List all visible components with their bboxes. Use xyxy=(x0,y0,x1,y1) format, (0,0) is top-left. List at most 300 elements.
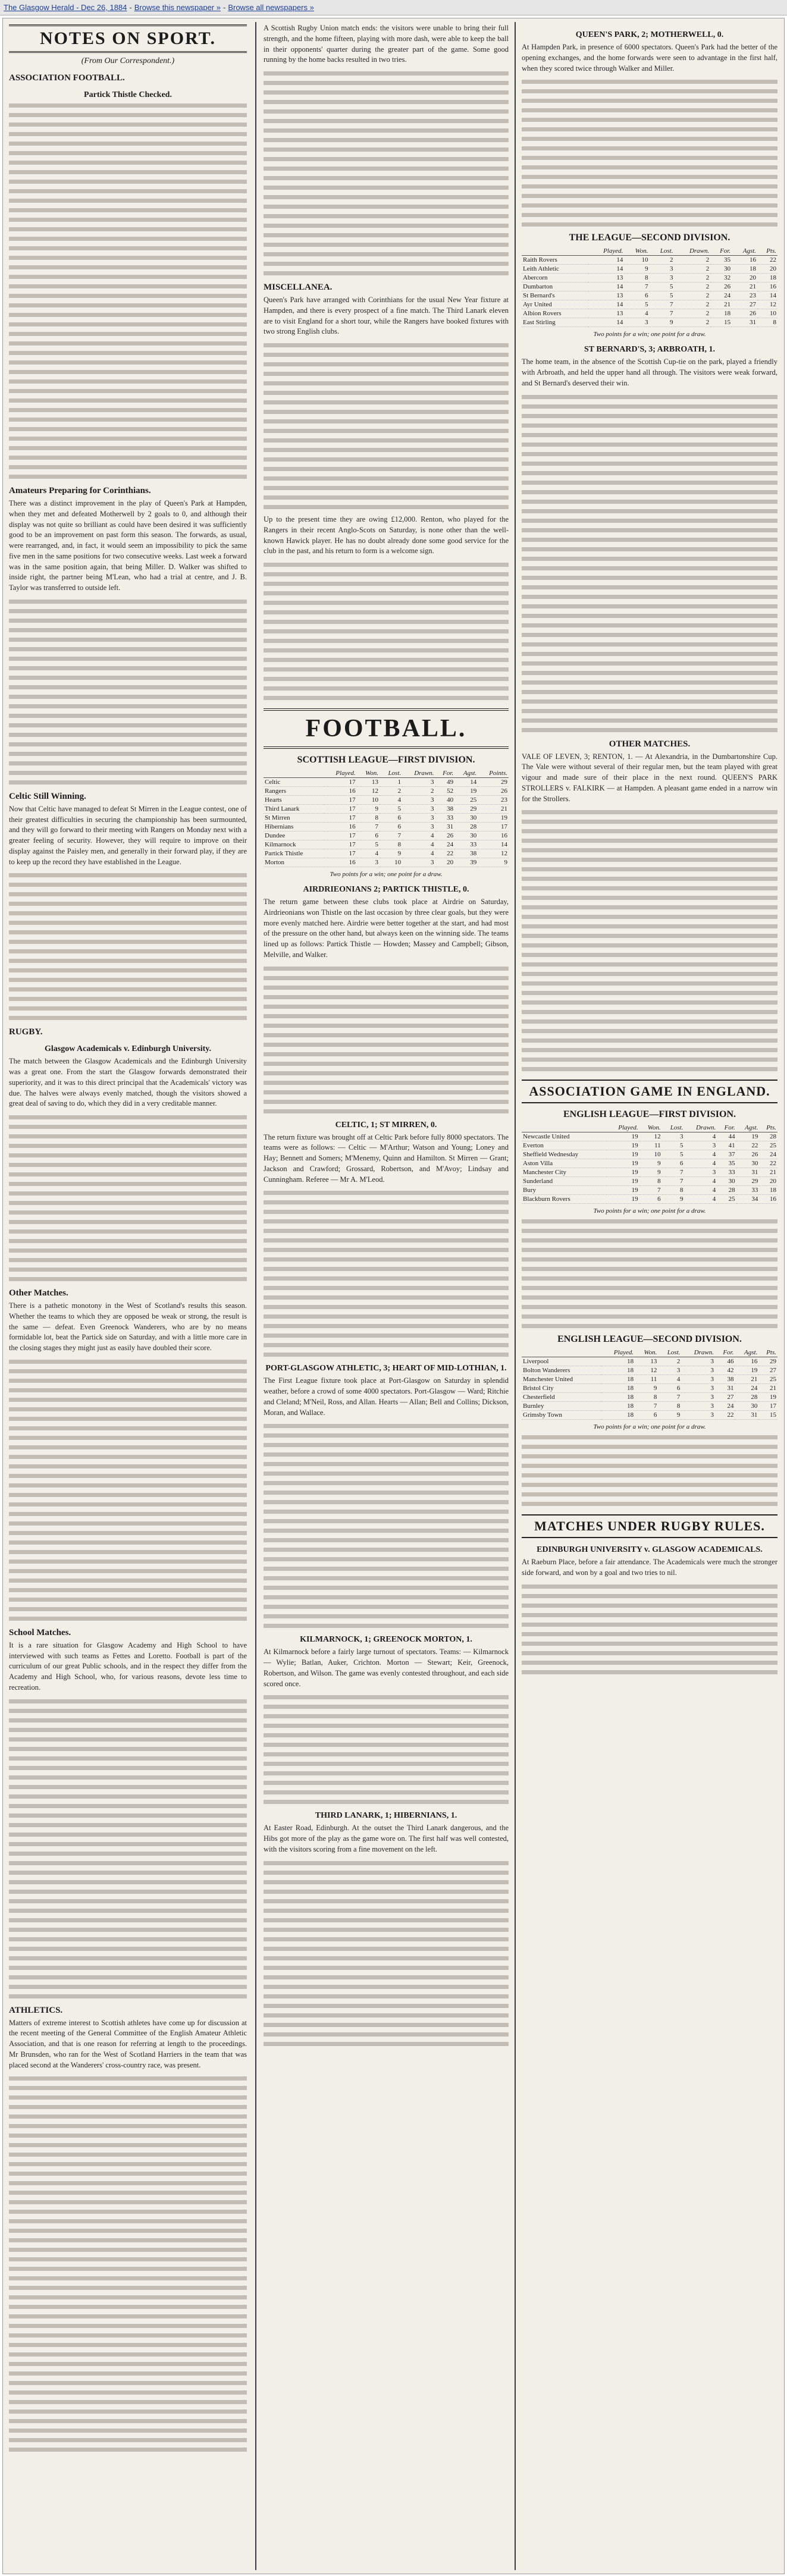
football-banner: FOOTBALL. xyxy=(264,708,509,749)
table-header-cell: Drawn. xyxy=(684,1124,717,1132)
table-cell: 18 xyxy=(759,1186,777,1195)
table-cell: 9 xyxy=(635,1384,658,1393)
table-cell: Dundee xyxy=(264,832,324,840)
table-row xyxy=(522,309,777,318)
league-table-title: ENGLISH LEAGUE—SECOND DIVISION. xyxy=(557,1334,742,1345)
table-cell: 9 xyxy=(650,318,675,327)
illegible-text-block xyxy=(264,1424,509,1628)
table-header-cell: Played. xyxy=(324,769,356,778)
table-cell: Rangers xyxy=(264,787,324,796)
table-cell: 8 xyxy=(662,1186,685,1195)
table-cell: 28 xyxy=(454,823,478,832)
table-cell: 2 xyxy=(674,256,710,265)
table-cell: 27 xyxy=(732,300,757,309)
table-row xyxy=(522,1177,777,1186)
table-cell: 26 xyxy=(710,283,732,291)
table-cell: 29 xyxy=(454,805,478,814)
article-title: Amateurs Preparing for Corinthians. xyxy=(9,486,151,495)
table-cell: 16 xyxy=(757,283,777,291)
table-cell: 16 xyxy=(324,858,356,867)
table-cell: 9 xyxy=(624,265,649,274)
table-cell: 2 xyxy=(674,300,710,309)
table-row xyxy=(264,787,509,796)
table-cell: 39 xyxy=(454,858,478,867)
article-title: School Matches. xyxy=(9,1627,71,1637)
table-cell: 4 xyxy=(684,1177,717,1186)
table-cell: 41 xyxy=(717,1141,736,1150)
table-cell: 38 xyxy=(435,805,455,814)
illegible-text-block xyxy=(264,71,509,275)
table-header-cell: Drawn. xyxy=(681,1348,715,1357)
article-subtitle: Glasgow Academicals v. Edinburgh University. xyxy=(44,1044,212,1054)
table-cell: 4 xyxy=(684,1150,717,1159)
table-cell: 21 xyxy=(710,300,732,309)
table-cell: 14 xyxy=(588,265,625,274)
table-cell: 22 xyxy=(757,256,777,265)
article-body: It is a rare situation for Glasgow Academy and High School to have interviewed with such teams as Fettes and Loretto. Football is part of the curriculum of our great Public schools, and in the respect they differ from the Academy and High School, who, for various reasons, devote less time to recreation. xyxy=(9,1640,247,1692)
table-cell: 3 xyxy=(624,318,649,327)
table-note: Two points for a win; one point for a draw. xyxy=(330,871,443,878)
table-row xyxy=(264,858,509,867)
table-cell: 7 xyxy=(624,283,649,291)
league-table xyxy=(522,1348,777,1420)
illegible-text-block xyxy=(264,967,509,1113)
league-table xyxy=(522,1124,777,1204)
table-cell: 14 xyxy=(588,318,625,327)
table-header-cell: For. xyxy=(715,1348,735,1357)
illegible-text-block xyxy=(264,1861,509,2046)
table-cell: 3 xyxy=(681,1375,715,1384)
table-cell: 17 xyxy=(324,832,356,840)
table-cell: 13 xyxy=(588,274,625,283)
section-banner: MATCHES UNDER RUGBY RULES. xyxy=(522,1514,777,1538)
table-cell: 38 xyxy=(715,1375,735,1384)
table-cell: 40 xyxy=(435,796,455,805)
table-cell: 24 xyxy=(435,840,455,849)
table-cell: 42 xyxy=(715,1366,735,1375)
table-cell: 27 xyxy=(758,1366,777,1375)
table-cell: 17 xyxy=(324,778,356,787)
table-cell: East Stirling xyxy=(522,318,588,327)
table-cell: Third Lanark xyxy=(264,805,324,814)
match-report: At Hampden Park, in presence of 6000 spectators. Queen's Park had the better of the opening exchanges, and the home forwards were seen to advantage in the first half, when they scored twice through Walker and Miller. xyxy=(522,43,777,73)
table-header-cell: Won. xyxy=(357,769,380,778)
table-header-cell: Played. xyxy=(601,1348,635,1357)
table-cell: 8 xyxy=(635,1393,658,1402)
table-row xyxy=(264,778,509,787)
table-cell: 21 xyxy=(735,1375,758,1384)
table-row xyxy=(522,1186,777,1195)
article-body: Now that Celtic have managed to defeat St Mirren in the League contest, one of their greatest difficulties in securing the championship has been surmounted, and they will go forward to their meeting with Rangers on Monday next with a greater feeling of security. However, they will require to improve on their display against the Paisley men, and generally in their forward play, if they are to keep up the record they have established in the League. xyxy=(9,804,247,866)
table-cell: 3 xyxy=(658,1366,681,1375)
table-cell: 19 xyxy=(607,1132,639,1141)
table-cell: 31 xyxy=(715,1384,735,1393)
table-cell: 12 xyxy=(639,1132,662,1141)
table-row xyxy=(264,805,509,814)
table-cell: 7 xyxy=(662,1177,685,1186)
table-cell: 10 xyxy=(639,1150,662,1159)
table-row xyxy=(522,291,777,300)
table-cell: 18 xyxy=(601,1402,635,1411)
table-cell: 3 xyxy=(662,1132,685,1141)
table-cell: 8 xyxy=(757,318,777,327)
table-row xyxy=(522,300,777,309)
table-cell: 9 xyxy=(478,858,509,867)
table-header-cell: Lost. xyxy=(658,1348,681,1357)
table-cell: 5 xyxy=(650,291,675,300)
table-cell: 5 xyxy=(357,840,380,849)
column-rule xyxy=(255,22,256,2570)
table-cell: 3 xyxy=(684,1141,717,1150)
table-row xyxy=(264,840,509,849)
table-row xyxy=(264,832,509,840)
article-subtitle: Partick Thistle Checked. xyxy=(84,90,172,99)
table-cell: 29 xyxy=(736,1177,760,1186)
table-row xyxy=(522,1141,777,1150)
table-cell: 9 xyxy=(639,1159,662,1168)
table-cell: 24 xyxy=(759,1150,777,1159)
illegible-text-block xyxy=(522,810,777,1071)
article-title: ATHLETICS. xyxy=(9,2005,63,2015)
table-cell: 5 xyxy=(662,1150,685,1159)
table-cell: Celtic xyxy=(264,778,324,787)
table-row xyxy=(522,1150,777,1159)
table-cell: 5 xyxy=(662,1141,685,1150)
table-row xyxy=(522,1195,777,1204)
table-cell: 25 xyxy=(759,1141,777,1150)
table-row xyxy=(522,1366,777,1375)
table-cell: 10 xyxy=(380,858,402,867)
table-cell: 23 xyxy=(478,796,509,805)
article-title: Celtic Still Winning. xyxy=(9,791,86,801)
table-cell: 10 xyxy=(624,256,649,265)
table-cell: 16 xyxy=(324,787,356,796)
table-cell: Leith Athletic xyxy=(522,265,588,274)
table-cell: 25 xyxy=(454,796,478,805)
table-header-cell: Won. xyxy=(624,247,649,256)
table-cell: 25 xyxy=(717,1195,736,1204)
table-cell: 3 xyxy=(681,1402,715,1411)
table-cell: 4 xyxy=(684,1186,717,1195)
table-cell: 4 xyxy=(684,1159,717,1168)
league-table-title: ENGLISH LEAGUE—FIRST DIVISION. xyxy=(563,1109,736,1120)
table-cell: 14 xyxy=(588,300,625,309)
table-header-cell: Agst. xyxy=(454,769,478,778)
paper-title-link[interactable]: The Glasgow Herald - Dec 26, 1884 xyxy=(4,3,127,12)
table-cell: 1 xyxy=(380,778,402,787)
table-header-cell: Played. xyxy=(588,247,625,256)
table-cell: 21 xyxy=(758,1384,777,1393)
table-cell: Chesterfield xyxy=(522,1393,601,1402)
table-cell: 19 xyxy=(454,787,478,796)
table-cell: 8 xyxy=(624,274,649,283)
league-table-title: SCOTTISH LEAGUE—FIRST DIVISION. xyxy=(297,755,475,765)
league-table xyxy=(522,247,777,327)
table-cell: 20 xyxy=(435,858,455,867)
table-cell: 29 xyxy=(478,778,509,787)
table-header-cell: Won. xyxy=(635,1348,658,1357)
table-header-cell: For. xyxy=(717,1124,736,1132)
table-cell: 2 xyxy=(650,256,675,265)
nav-separator: - xyxy=(129,3,132,12)
browse-this-newspaper-link[interactable]: Browse this newspaper » xyxy=(134,3,221,12)
table-cell: 52 xyxy=(435,787,455,796)
table-cell: 7 xyxy=(639,1186,662,1195)
table-cell: 8 xyxy=(658,1402,681,1411)
table-header-cell: Lost. xyxy=(662,1124,685,1132)
table-cell: 26 xyxy=(736,1150,760,1159)
table-cell: 46 xyxy=(715,1357,735,1366)
table-cell: Burnley xyxy=(522,1402,601,1411)
match-title: EDINBURGH UNIVERSITY v. GLASGOW ACADEMICALS. xyxy=(537,1545,763,1555)
illegible-text-block xyxy=(9,1360,247,1621)
table-row xyxy=(522,1168,777,1177)
article-title: ASSOCIATION FOOTBALL. xyxy=(9,73,125,83)
table-cell: 12 xyxy=(635,1366,658,1375)
table-cell: 4 xyxy=(357,849,380,858)
illegible-text-block xyxy=(9,2076,247,2452)
table-cell: 4 xyxy=(402,840,435,849)
table-cell: 11 xyxy=(635,1375,658,1384)
table-cell: Dumbarton xyxy=(522,283,588,291)
table-cell: 19 xyxy=(607,1168,639,1177)
byline: (From Our Correspondent.) xyxy=(81,57,175,65)
table-cell: 4 xyxy=(402,849,435,858)
table-cell: 27 xyxy=(715,1393,735,1402)
table-header-cell: Played. xyxy=(607,1124,639,1132)
table-cell: Bristol City xyxy=(522,1384,601,1393)
table-cell: 25 xyxy=(758,1375,777,1384)
table-cell: Blackburn Rovers xyxy=(522,1195,607,1204)
table-header-cell: Lost. xyxy=(650,247,675,256)
table-cell: 32 xyxy=(710,274,732,283)
table-cell: 15 xyxy=(710,318,732,327)
table-row xyxy=(264,814,509,823)
table-cell: 5 xyxy=(650,283,675,291)
table-cell: 30 xyxy=(454,814,478,823)
table-cell: 6 xyxy=(380,814,402,823)
illegible-text-block xyxy=(9,873,247,1020)
illegible-text-block xyxy=(9,600,247,785)
table-row xyxy=(522,265,777,274)
table-cell: 8 xyxy=(357,814,380,823)
illegible-text-block xyxy=(264,1191,509,1357)
table-cell: 18 xyxy=(601,1384,635,1393)
table-cell: 35 xyxy=(717,1159,736,1168)
section-title: OTHER MATCHES. xyxy=(609,739,691,749)
table-cell: 4 xyxy=(684,1195,717,1204)
article-body: There was a distinct improvement in the play of Queen's Park at Hampden, when they met and defeated Motherwell by 2 goals to 0, and although their display was not quite so brilliant as could have been desired it was sufficiently good to be an improvement on past form this season. The forwards, as usual, were rearranged, and, in fact, it would seem an impossibility to pick the same five men in the same positions for two consecutive weeks. Last week a forward was in the same position again, that being Miller. D. Walker was shifted to inside right, the partner being M'Lean, who had a trial at centre, and J. B. Taylor was transferred to outside left. xyxy=(9,499,247,592)
table-cell: 31 xyxy=(736,1168,760,1177)
table-cell: 14 xyxy=(757,291,777,300)
table-cell: 3 xyxy=(357,858,380,867)
table-row xyxy=(522,1375,777,1384)
league-table-title: THE LEAGUE—SECOND DIVISION. xyxy=(569,233,730,243)
table-header-cell xyxy=(522,247,588,256)
table-cell: 17 xyxy=(324,849,356,858)
table-cell: 2 xyxy=(674,265,710,274)
table-cell: 31 xyxy=(732,318,757,327)
table-cell: 18 xyxy=(710,309,732,318)
table-cell: 13 xyxy=(357,778,380,787)
table-cell: Ayr United xyxy=(522,300,588,309)
table-cell: 24 xyxy=(735,1384,758,1393)
table-row xyxy=(264,796,509,805)
article-body: There is a pathetic monotony in the West of Scotland's results this season. Whether the teams to which they are opposed be weak or strong, the result is the same — defeat. Even Greenock Wanderers, who are by no means formidable lot, beat the Partick side on Saturday, and with a little more care in the closing stages they might just as easily have doubled their score. xyxy=(9,1301,247,1352)
table-cell: Morton xyxy=(264,858,324,867)
table-header-cell: Agst. xyxy=(736,1124,760,1132)
match-report: At Easter Road, Edinburgh. At the outset the Third Lanark dangerous, and the Hibs got more of the play as the game wore on. The first half was well contested, with the visitors scoring from a fine movement on the left. xyxy=(264,1824,509,1853)
article-body: The match between the Glasgow Academicals and the Edinburgh University was a great one. From the start the Glasgow forwards demonstrated their superiority, and it was to this direct principal that the Academicals' victory was due. The halves were always evenly matched, though the visitors showed a great deal of saving to do, which they did in a very creditable manner. xyxy=(9,1057,247,1108)
table-cell: 28 xyxy=(759,1132,777,1141)
table-cell: 6 xyxy=(635,1411,658,1420)
table-cell: 6 xyxy=(380,823,402,832)
table-cell: 33 xyxy=(736,1186,760,1195)
table-cell: 4 xyxy=(402,832,435,840)
table-cell: 2 xyxy=(674,274,710,283)
league-table xyxy=(264,769,509,867)
table-note: Two points for a win; one point for a draw. xyxy=(593,1423,706,1431)
table-header-cell: Pts. xyxy=(758,1348,777,1357)
article-body: A Scottish Rugby Union match ends: the visitors were unable to bring their full strength, and the home fifteen, playing with more dash, were able to keep the ball in their opponents' quarter during the greater part of the game. Some good running by the home backs resulted in two tries. xyxy=(264,24,509,64)
table-cell: 19 xyxy=(607,1159,639,1168)
table-cell: 33 xyxy=(454,840,478,849)
table-cell: Bolton Wanderers xyxy=(522,1366,601,1375)
column-middle xyxy=(264,23,509,2569)
table-cell: 6 xyxy=(658,1384,681,1393)
illegible-text-block xyxy=(9,1699,247,1998)
table-cell: 20 xyxy=(757,265,777,274)
table-cell: 13 xyxy=(588,291,625,300)
table-cell: 7 xyxy=(662,1168,685,1177)
table-header-cell xyxy=(522,1348,601,1357)
table-cell: 19 xyxy=(736,1132,760,1141)
table-row xyxy=(264,823,509,832)
table-cell: 17 xyxy=(324,796,356,805)
table-header-cell: For. xyxy=(435,769,455,778)
table-cell: 24 xyxy=(715,1402,735,1411)
table-cell: 4 xyxy=(658,1375,681,1384)
table-cell: 3 xyxy=(681,1411,715,1420)
table-note: Two points for a win; one point for a draw. xyxy=(593,331,706,338)
table-cell: 22 xyxy=(736,1141,760,1150)
article-body: Up to the present time they are owing £12,000. Renton, who played for the Rangers in their recent Anglo-Scots on Saturday, is none other than the well-known Hawick player. He has no doubt already done some good service for the club in the past, and his return to form is a welcome sign. xyxy=(264,515,509,556)
table-row xyxy=(522,1402,777,1411)
nav-separator: - xyxy=(222,3,226,12)
table-header-cell: For. xyxy=(710,247,732,256)
table-cell: 44 xyxy=(717,1132,736,1141)
table-cell: 7 xyxy=(658,1393,681,1402)
table-cell: Kilmarnock xyxy=(264,840,324,849)
table-cell: 20 xyxy=(732,274,757,283)
table-cell: 2 xyxy=(658,1357,681,1366)
table-cell: 10 xyxy=(757,309,777,318)
table-cell: Manchester United xyxy=(522,1375,601,1384)
table-row xyxy=(522,1384,777,1393)
table-header-cell: Lost. xyxy=(380,769,402,778)
column-right xyxy=(522,23,777,2569)
table-cell: 22 xyxy=(435,849,455,858)
illegible-text-block xyxy=(522,1584,777,1674)
table-cell: Newcastle United xyxy=(522,1132,607,1141)
table-cell: 49 xyxy=(435,778,455,787)
table-cell: 30 xyxy=(735,1402,758,1411)
table-header-cell: Agst. xyxy=(735,1348,758,1357)
match-title: QUEEN'S PARK, 2; MOTHERWELL, 0. xyxy=(575,30,724,39)
table-cell: 3 xyxy=(684,1168,717,1177)
match-title: PORT-GLASGOW ATHLETIC, 3; HEART OF MID-LOTHIAN, 1. xyxy=(265,1364,507,1373)
table-cell: 30 xyxy=(454,832,478,840)
table-row xyxy=(522,256,777,265)
section-heading: NOTES ON SPORT. xyxy=(9,24,247,53)
table-header-cell xyxy=(522,1124,607,1132)
table-cell: 8 xyxy=(380,840,402,849)
table-cell: Liverpool xyxy=(522,1357,601,1366)
table-cell: 19 xyxy=(735,1366,758,1375)
illegible-text-block xyxy=(264,1695,509,1804)
table-cell: 2 xyxy=(402,787,435,796)
table-row xyxy=(522,1411,777,1420)
match-report: The return fixture was brought off at Celtic Park before fully 8000 spectators. The teams were as follows: — Celtic — M'Arthur; Watson and Young; Loney and Hay; Bennett and Somers; M'Menemy, Quinn and Hamilton. St Mirren — Grant; Jackson and Crawford; Grossard, Robertson, and M'Avoy; Lindsay and Cunningham. Referee — Mr A. M'Leod. xyxy=(264,1132,509,1184)
table-cell: Grimsby Town xyxy=(522,1411,601,1420)
table-cell: 9 xyxy=(380,849,402,858)
match-title: CELTIC, 1; ST MIRREN, 0. xyxy=(335,1120,437,1129)
table-cell: 26 xyxy=(732,309,757,318)
table-row xyxy=(522,1159,777,1168)
table-header-cell: Pts. xyxy=(759,1124,777,1132)
table-cell: 24 xyxy=(710,291,732,300)
article-body: Matters of extreme interest to Scottish athletes have come up for discussion at the recent meeting of the General Committee of the English Amateur Athletic Association, and that is one reason for referring at length to the proceedings. Mr Brunsden, who ran for the West of Scotland Harriers in the team that was placed second at the Wanderers' cross-country race, was present. xyxy=(9,2018,247,2069)
table-cell: 6 xyxy=(639,1195,662,1204)
match-report: The First League fixture took place at Port-Glasgow on Saturday in splendid weather, before a crowd of some 4000 spectators. Port-Glasgow — Ward; Ritchie and Cleland; M'Neil, Ross, and Allan. Hearts — Allan; Bell and Collins; Dickson, Moran, and Wallace. xyxy=(264,1376,509,1417)
table-cell: 21 xyxy=(759,1168,777,1177)
table-row xyxy=(522,283,777,291)
match-title: KILMARNOCK, 1; GREENOCK MORTON, 1. xyxy=(300,1635,472,1645)
table-cell: 8 xyxy=(639,1177,662,1186)
column-left xyxy=(9,23,247,2569)
illegible-text-block xyxy=(9,103,247,479)
table-cell: 19 xyxy=(607,1177,639,1186)
table-cell: 18 xyxy=(601,1411,635,1420)
illegible-text-block xyxy=(9,1115,247,1281)
table-cell: 3 xyxy=(650,274,675,283)
article-body: Queen's Park have arranged with Corinthians for the usual New Year fixture at Hampden, and there is every prospect of a fine match. The Third Lanark eleven are to visit England for a short tour, while the Rangers have booked fixtures with two strong English clubs. xyxy=(264,296,509,336)
table-cell: 4 xyxy=(684,1132,717,1141)
table-cell: 17 xyxy=(324,840,356,849)
match-title: THIRD LANARK, 1; HIBERNIANS, 1. xyxy=(315,1811,457,1821)
table-cell: 14 xyxy=(478,840,509,849)
browse-all-newspapers-link[interactable]: Browse all newspapers » xyxy=(228,3,314,12)
table-cell: St Mirren xyxy=(264,814,324,823)
table-cell: 18 xyxy=(732,265,757,274)
table-cell: 2 xyxy=(674,318,710,327)
table-cell: 16 xyxy=(478,832,509,840)
article-title: RUGBY. xyxy=(9,1027,43,1037)
table-cell: 5 xyxy=(624,300,649,309)
table-cell: 15 xyxy=(758,1411,777,1420)
table-cell: 3 xyxy=(402,814,435,823)
table-row xyxy=(522,274,777,283)
illegible-text-block xyxy=(264,563,509,700)
table-cell: 18 xyxy=(757,274,777,283)
table-cell: 3 xyxy=(402,796,435,805)
table-cell: 2 xyxy=(674,309,710,318)
table-cell: 2 xyxy=(674,283,710,291)
table-cell: 21 xyxy=(732,283,757,291)
table-cell: 30 xyxy=(736,1159,760,1168)
table-cell: Hibernians xyxy=(264,823,324,832)
table-cell: 6 xyxy=(357,832,380,840)
